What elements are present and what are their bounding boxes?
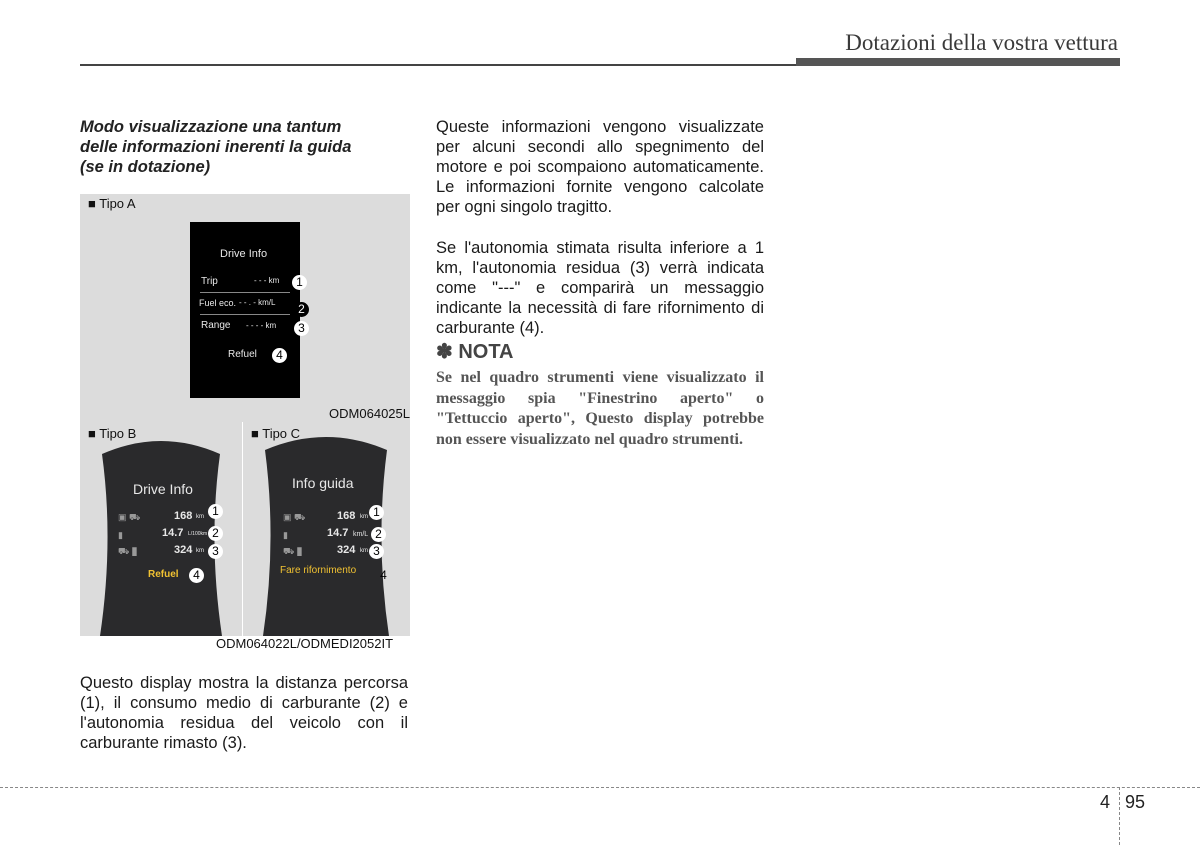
subtitle-line: Modo visualizzazione una tantum [80, 118, 342, 136]
cluster-c-refuel-warning: Fare rifornimento [280, 565, 357, 576]
cluster-b-range-icon: ⛟ ▮ [118, 546, 137, 556]
cluster-c-range-unit: km [360, 548, 368, 554]
chapter-number: 4 [1100, 792, 1111, 812]
figure-type-b [80, 422, 242, 636]
drive-info-screen [190, 222, 305, 398]
cluster-b-trip-value: 168 [174, 510, 193, 522]
cluster-b-trip-icon: ▣ ⛟ [118, 512, 141, 522]
callout-3: 3 [208, 544, 223, 559]
header-rule [80, 64, 796, 66]
trip-value: - - - km [254, 276, 280, 285]
footer-divider [1119, 787, 1120, 845]
fuel-eco-value: - - . - km/L [239, 298, 276, 307]
figure-code-a: ODM064025L [329, 406, 410, 421]
figure-type-a [80, 194, 410, 422]
callout-4: 4 [272, 348, 287, 363]
callout-2: 2 [208, 526, 223, 541]
cluster-b-fuel-icon: ▮ [118, 530, 123, 540]
range-label: Range [201, 320, 231, 331]
callout-1: 1 [292, 275, 307, 290]
figure-type-c [243, 422, 410, 636]
cluster-c-trip-unit: km [360, 514, 368, 520]
figure-label-type-b: ■ Tipo B [88, 426, 137, 441]
page-header-title: Dotazioni della vostra vettura [845, 30, 1118, 55]
figure-label-type-c: ■ Tipo C [251, 426, 301, 441]
cluster-b-fuel-unit: L/100km [188, 531, 208, 537]
callout-3: 3 [294, 321, 309, 336]
right-body-paragraph-2: Se l'autonomia stimata risulta inferiore a 1 km, l'autonomia residua (3) verrà indicata come "---" e comparirà un messaggio indicante la necessità di fare rifornimento di carburante (4). [436, 239, 764, 337]
cluster-c-range-value: 324 [337, 544, 356, 556]
cluster-b-title: Drive Info [133, 481, 193, 497]
figure-label-type-a: ■ Tipo A [88, 196, 136, 211]
screen-separator [200, 292, 290, 293]
cluster-b-range-value: 324 [174, 544, 193, 556]
cluster-b-fuel-value: 14.7 [162, 527, 184, 539]
callout-1: 1 [369, 505, 384, 520]
note-text: Se nel quadro strumenti viene visualizzato il messaggio spia "Finestrino aperto" o "Tettuccio aperto", Questo display potrebbe non essere visualizzato nel quadro strumenti. [436, 369, 764, 448]
note-heading: ✽ NOTA [436, 341, 514, 363]
cluster-b-range-unit: km [196, 548, 204, 554]
cluster-c-trip-icon: ▣ ⛟ [283, 512, 306, 522]
right-body-paragraph-1: Queste informazioni vengono visualizzate per alcuni secondi allo spegnimento del motore e poi scompaiono automaticamente. Le informazioni fornite vengono calcolate per ogni singolo tragitto. [436, 118, 764, 216]
subtitle-line: (se in dotazione) [80, 158, 211, 176]
range-value: - - - - km [246, 321, 277, 330]
subtitle-line: delle informazioni inerenti la guida [80, 138, 352, 156]
cluster-c-fuel-unit: km/L [353, 531, 369, 538]
cluster-b-trip-unit: km [196, 514, 204, 520]
callout-4: 4 [380, 568, 387, 582]
refuel-label: Refuel [228, 349, 257, 360]
callout-1: 1 [208, 504, 223, 519]
cluster-c-fuel-value: 14.7 [327, 527, 349, 539]
trip-label: Trip [201, 276, 218, 287]
page-number: 95 [1125, 792, 1146, 812]
figure-code-bc: ODM064022L/ODMEDI2052IT [216, 636, 394, 651]
left-body-paragraph: Questo display mostra la distanza percorsa (1), il consumo medio di carburante (2) e l'autonomia residua del veicolo con il carburante rimasto (3). [80, 674, 408, 752]
screen-separator [200, 314, 290, 315]
cluster-c-fuel-icon: ▮ [283, 530, 288, 540]
header-bar [796, 58, 1120, 66]
screen-title: Drive Info [220, 248, 268, 260]
callout-3: 3 [369, 544, 384, 559]
cluster-c-trip-value: 168 [337, 510, 356, 522]
cluster-c-range-icon: ⛟ ▮ [283, 546, 302, 556]
callout-4: 4 [189, 568, 204, 583]
fuel-eco-label: Fuel eco. [199, 298, 237, 308]
callout-2: 2 [371, 527, 386, 542]
callout-2: 2 [294, 302, 309, 317]
cluster-c-title: Info guida [292, 475, 354, 491]
section-subtitle [80, 117, 410, 177]
footer-rule [0, 787, 1200, 788]
cluster-b-refuel-warning: Refuel [148, 569, 179, 580]
